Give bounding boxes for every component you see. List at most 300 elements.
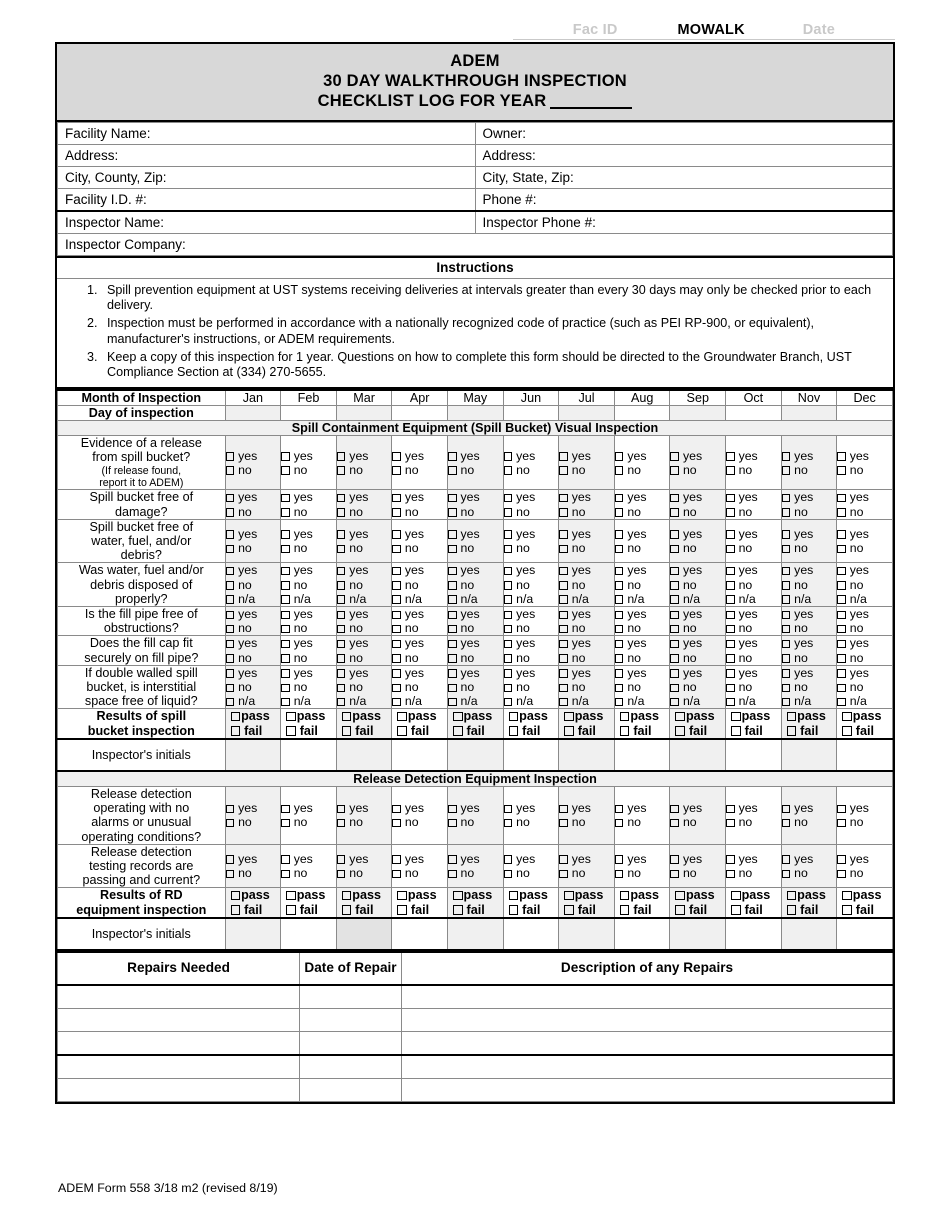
checkbox-cell[interactable] bbox=[336, 665, 392, 709]
checkbox-option-fail[interactable]: fail bbox=[453, 903, 503, 917]
checkbox-icon[interactable] bbox=[392, 669, 401, 678]
checkbox-option-yes[interactable]: yes bbox=[837, 563, 892, 577]
checkbox-cell[interactable] bbox=[448, 519, 504, 563]
checkbox-option-no[interactable]: no bbox=[392, 621, 447, 635]
checkbox-option-no[interactable]: no bbox=[837, 680, 892, 694]
checkbox-option-n-a[interactable]: n/a bbox=[448, 592, 503, 606]
checkbox-cell[interactable] bbox=[614, 665, 670, 709]
checkbox-icon[interactable] bbox=[782, 855, 791, 864]
checkbox-option-pass[interactable]: pass bbox=[286, 888, 336, 902]
checkbox-icon[interactable] bbox=[782, 567, 791, 576]
checkbox-icon[interactable] bbox=[397, 726, 407, 736]
checkbox-option-yes[interactable]: yes bbox=[559, 666, 614, 680]
checkbox-option-no[interactable]: no bbox=[226, 463, 281, 477]
checkbox-icon[interactable] bbox=[670, 508, 679, 517]
checkbox-icon[interactable] bbox=[782, 870, 791, 879]
checkbox-option-yes[interactable]: yes bbox=[559, 490, 614, 504]
checkbox-option-no[interactable]: no bbox=[392, 463, 447, 477]
checkbox-option-yes[interactable]: yes bbox=[837, 490, 892, 504]
checkbox-icon[interactable] bbox=[337, 581, 346, 590]
checkbox-icon[interactable] bbox=[559, 640, 568, 649]
checkbox-icon[interactable] bbox=[787, 891, 797, 901]
inspector-initials-cell[interactable] bbox=[448, 739, 504, 771]
inspector-initials-cell[interactable] bbox=[559, 918, 615, 950]
checkbox-icon[interactable] bbox=[337, 545, 346, 554]
checkbox-icon[interactable] bbox=[453, 712, 463, 722]
checkbox-icon[interactable] bbox=[392, 595, 401, 604]
checkbox-option-n-a[interactable]: n/a bbox=[337, 592, 392, 606]
checkbox-option-no[interactable]: no bbox=[837, 651, 892, 665]
checkbox-icon[interactable] bbox=[448, 595, 457, 604]
inspector-initials-cell[interactable] bbox=[559, 739, 615, 771]
checkbox-cell[interactable] bbox=[448, 709, 504, 739]
checkbox-option-no[interactable]: no bbox=[337, 680, 392, 694]
checkbox-icon[interactable] bbox=[226, 870, 235, 879]
checkbox-option-no[interactable]: no bbox=[670, 815, 725, 829]
checkbox-option-pass[interactable]: pass bbox=[453, 709, 503, 723]
checkbox-option-yes[interactable]: yes bbox=[392, 527, 447, 541]
checkbox-option-yes[interactable]: yes bbox=[782, 449, 837, 463]
checkbox-icon[interactable] bbox=[615, 870, 624, 879]
checkbox-option-no[interactable]: no bbox=[726, 505, 781, 519]
checkbox-option-no[interactable]: no bbox=[670, 866, 725, 880]
checkbox-option-yes[interactable]: yes bbox=[226, 636, 281, 650]
checkbox-icon[interactable] bbox=[281, 567, 290, 576]
checkbox-cell[interactable] bbox=[614, 490, 670, 519]
checkbox-option-yes[interactable]: yes bbox=[392, 563, 447, 577]
checkbox-option-yes[interactable]: yes bbox=[559, 527, 614, 541]
checkbox-icon[interactable] bbox=[337, 654, 346, 663]
checkbox-icon[interactable] bbox=[392, 466, 401, 475]
checkbox-cell[interactable] bbox=[559, 636, 615, 665]
checkbox-icon[interactable] bbox=[226, 494, 235, 503]
checkbox-icon[interactable] bbox=[837, 452, 846, 461]
checkbox-cell[interactable] bbox=[392, 636, 448, 665]
checkbox-option-yes[interactable]: yes bbox=[448, 801, 503, 815]
checkbox-option-no[interactable]: no bbox=[392, 815, 447, 829]
checkbox-option-yes[interactable]: yes bbox=[670, 449, 725, 463]
checkbox-icon[interactable] bbox=[453, 726, 463, 736]
checkbox-icon[interactable] bbox=[837, 466, 846, 475]
checkbox-option-yes[interactable]: yes bbox=[392, 636, 447, 650]
checkbox-icon[interactable] bbox=[615, 669, 624, 678]
checkbox-icon[interactable] bbox=[726, 494, 735, 503]
checkbox-option-no[interactable]: no bbox=[448, 815, 503, 829]
checkbox-icon[interactable] bbox=[448, 545, 457, 554]
checkbox-icon[interactable] bbox=[226, 545, 235, 554]
repairs-cell[interactable] bbox=[300, 1008, 402, 1031]
checkbox-icon[interactable] bbox=[837, 640, 846, 649]
checkbox-option-yes[interactable]: yes bbox=[504, 666, 559, 680]
checkbox-cell[interactable] bbox=[559, 563, 615, 607]
checkbox-cell[interactable] bbox=[503, 786, 559, 844]
checkbox-icon[interactable] bbox=[281, 684, 290, 693]
checkbox-icon[interactable] bbox=[620, 905, 630, 915]
inspector-initials-cell[interactable] bbox=[726, 918, 782, 950]
checkbox-icon[interactable] bbox=[448, 508, 457, 517]
checkbox-option-no[interactable]: no bbox=[615, 621, 670, 635]
checkbox-option-no[interactable]: no bbox=[837, 815, 892, 829]
checkbox-option-n-a[interactable]: n/a bbox=[782, 694, 837, 708]
checkbox-icon[interactable] bbox=[670, 654, 679, 663]
checkbox-option-pass[interactable]: pass bbox=[620, 888, 670, 902]
checkbox-cell[interactable] bbox=[837, 607, 893, 636]
checkbox-option-pass[interactable]: pass bbox=[453, 888, 503, 902]
checkbox-option-yes[interactable]: yes bbox=[726, 563, 781, 577]
checkbox-icon[interactable] bbox=[782, 595, 791, 604]
checkbox-cell[interactable] bbox=[281, 490, 337, 519]
checkbox-icon[interactable] bbox=[842, 905, 852, 915]
checkbox-icon[interactable] bbox=[226, 698, 235, 707]
checkbox-icon[interactable] bbox=[397, 905, 407, 915]
checkbox-cell[interactable] bbox=[225, 786, 281, 844]
year-blank-field[interactable] bbox=[550, 107, 632, 109]
checkbox-option-no[interactable]: no bbox=[281, 578, 336, 592]
checkbox-option-yes[interactable]: yes bbox=[782, 852, 837, 866]
checkbox-icon[interactable] bbox=[448, 684, 457, 693]
checkbox-icon[interactable] bbox=[726, 567, 735, 576]
day-of-inspection-cell[interactable] bbox=[559, 406, 615, 421]
checkbox-option-pass[interactable]: pass bbox=[231, 888, 281, 902]
checkbox-option-no[interactable]: no bbox=[392, 651, 447, 665]
inspector-initials-cell[interactable] bbox=[781, 918, 837, 950]
checkbox-option-no[interactable]: no bbox=[392, 680, 447, 694]
checkbox-icon[interactable] bbox=[670, 855, 679, 864]
checkbox-option-no[interactable]: no bbox=[448, 463, 503, 477]
checkbox-option-fail[interactable]: fail bbox=[453, 724, 503, 738]
checkbox-cell[interactable] bbox=[225, 636, 281, 665]
checkbox-option-no[interactable]: no bbox=[559, 578, 614, 592]
checkbox-cell[interactable] bbox=[726, 490, 782, 519]
checkbox-icon[interactable] bbox=[392, 870, 401, 879]
checkbox-icon[interactable] bbox=[453, 905, 463, 915]
checkbox-cell[interactable] bbox=[448, 665, 504, 709]
checkbox-icon[interactable] bbox=[286, 891, 296, 901]
checkbox-option-no[interactable]: no bbox=[226, 578, 281, 592]
checkbox-icon[interactable] bbox=[504, 805, 513, 814]
checkbox-cell[interactable] bbox=[559, 709, 615, 739]
checkbox-icon[interactable] bbox=[337, 466, 346, 475]
checkbox-icon[interactable] bbox=[837, 625, 846, 634]
checkbox-icon[interactable] bbox=[226, 855, 235, 864]
checkbox-option-no[interactable]: no bbox=[782, 541, 837, 555]
checkbox-cell[interactable] bbox=[726, 786, 782, 844]
checkbox-icon[interactable] bbox=[337, 508, 346, 517]
checkbox-icon[interactable] bbox=[782, 640, 791, 649]
checkbox-option-no[interactable]: no bbox=[782, 463, 837, 477]
checkbox-option-yes[interactable]: yes bbox=[337, 449, 392, 463]
checkbox-cell[interactable] bbox=[559, 786, 615, 844]
checkbox-option-fail[interactable]: fail bbox=[675, 724, 725, 738]
repairs-cell[interactable] bbox=[58, 985, 300, 1009]
inspector-initials-cell[interactable] bbox=[670, 739, 726, 771]
checkbox-cell[interactable] bbox=[837, 888, 893, 918]
inspector-initials-cell[interactable] bbox=[392, 739, 448, 771]
checkbox-option-yes[interactable]: yes bbox=[726, 490, 781, 504]
checkbox-icon[interactable] bbox=[448, 494, 457, 503]
inspector-initials-cell[interactable] bbox=[837, 739, 893, 771]
checkbox-cell[interactable] bbox=[225, 436, 281, 490]
checkbox-option-no[interactable]: no bbox=[226, 651, 281, 665]
checkbox-icon[interactable] bbox=[342, 905, 352, 915]
repairs-cell[interactable] bbox=[58, 1078, 300, 1101]
checkbox-icon[interactable] bbox=[670, 805, 679, 814]
checkbox-icon[interactable] bbox=[342, 891, 352, 901]
checkbox-option-yes[interactable]: yes bbox=[559, 607, 614, 621]
checkbox-option-no[interactable]: no bbox=[837, 463, 892, 477]
checkbox-cell[interactable] bbox=[448, 888, 504, 918]
checkbox-option-pass[interactable]: pass bbox=[564, 888, 614, 902]
checkbox-icon[interactable] bbox=[670, 466, 679, 475]
checkbox-option-no[interactable]: no bbox=[281, 463, 336, 477]
checkbox-icon[interactable] bbox=[231, 712, 241, 722]
checkbox-option-yes[interactable]: yes bbox=[837, 801, 892, 815]
checkbox-option-fail[interactable]: fail bbox=[564, 724, 614, 738]
checkbox-option-fail[interactable]: fail bbox=[342, 724, 392, 738]
checkbox-icon[interactable] bbox=[504, 508, 513, 517]
checkbox-cell[interactable] bbox=[726, 636, 782, 665]
checkbox-icon[interactable] bbox=[782, 530, 791, 539]
checkbox-option-yes[interactable]: yes bbox=[226, 801, 281, 815]
checkbox-icon[interactable] bbox=[337, 595, 346, 604]
checkbox-icon[interactable] bbox=[226, 640, 235, 649]
checkbox-option-no[interactable]: no bbox=[559, 463, 614, 477]
checkbox-cell[interactable] bbox=[670, 888, 726, 918]
checkbox-icon[interactable] bbox=[675, 712, 685, 722]
day-of-inspection-cell[interactable] bbox=[670, 406, 726, 421]
checkbox-icon[interactable] bbox=[670, 625, 679, 634]
checkbox-option-fail[interactable]: fail bbox=[397, 724, 447, 738]
checkbox-icon[interactable] bbox=[559, 855, 568, 864]
checkbox-option-no[interactable]: no bbox=[281, 541, 336, 555]
checkbox-cell[interactable] bbox=[726, 607, 782, 636]
inspector-initials-cell[interactable] bbox=[670, 918, 726, 950]
day-of-inspection-cell[interactable] bbox=[392, 406, 448, 421]
checkbox-cell[interactable] bbox=[614, 519, 670, 563]
checkbox-icon[interactable] bbox=[337, 669, 346, 678]
checkbox-icon[interactable] bbox=[842, 726, 852, 736]
checkbox-icon[interactable] bbox=[509, 712, 519, 722]
checkbox-option-yes[interactable]: yes bbox=[281, 449, 336, 463]
checkbox-icon[interactable] bbox=[842, 891, 852, 901]
checkbox-icon[interactable] bbox=[226, 805, 235, 814]
checkbox-icon[interactable] bbox=[564, 905, 574, 915]
inspector-initials-cell[interactable] bbox=[225, 739, 281, 771]
checkbox-icon[interactable] bbox=[281, 640, 290, 649]
checkbox-icon[interactable] bbox=[231, 905, 241, 915]
checkbox-icon[interactable] bbox=[726, 452, 735, 461]
checkbox-cell[interactable] bbox=[336, 888, 392, 918]
checkbox-icon[interactable] bbox=[337, 494, 346, 503]
checkbox-cell[interactable] bbox=[392, 786, 448, 844]
checkbox-icon[interactable] bbox=[675, 891, 685, 901]
checkbox-icon[interactable] bbox=[509, 891, 519, 901]
inspector-initials-cell[interactable] bbox=[392, 918, 448, 950]
checkbox-option-no[interactable]: no bbox=[226, 680, 281, 694]
checkbox-option-yes[interactable]: yes bbox=[504, 636, 559, 650]
checkbox-cell[interactable] bbox=[225, 519, 281, 563]
checkbox-option-no[interactable]: no bbox=[504, 578, 559, 592]
checkbox-option-yes[interactable]: yes bbox=[504, 801, 559, 815]
checkbox-icon[interactable] bbox=[615, 452, 624, 461]
checkbox-option-yes[interactable]: yes bbox=[226, 527, 281, 541]
day-of-inspection-cell[interactable] bbox=[448, 406, 504, 421]
checkbox-icon[interactable] bbox=[504, 654, 513, 663]
checkbox-option-yes[interactable]: yes bbox=[281, 852, 336, 866]
checkbox-cell[interactable] bbox=[670, 563, 726, 607]
checkbox-icon[interactable] bbox=[837, 530, 846, 539]
checkbox-icon[interactable] bbox=[392, 684, 401, 693]
checkbox-cell[interactable] bbox=[781, 519, 837, 563]
checkbox-option-yes[interactable]: yes bbox=[615, 607, 670, 621]
inspector-initials-cell[interactable] bbox=[837, 918, 893, 950]
checkbox-icon[interactable] bbox=[726, 530, 735, 539]
checkbox-cell[interactable] bbox=[614, 563, 670, 607]
checkbox-cell[interactable] bbox=[837, 490, 893, 519]
checkbox-icon[interactable] bbox=[670, 545, 679, 554]
checkbox-option-yes[interactable]: yes bbox=[782, 801, 837, 815]
checkbox-icon[interactable] bbox=[731, 905, 741, 915]
checkbox-option-no[interactable]: no bbox=[504, 815, 559, 829]
checkbox-option-n-a[interactable]: n/a bbox=[392, 694, 447, 708]
inspector-initials-cell[interactable] bbox=[336, 739, 392, 771]
checkbox-icon[interactable] bbox=[504, 611, 513, 620]
checkbox-icon[interactable] bbox=[559, 625, 568, 634]
checkbox-icon[interactable] bbox=[731, 891, 741, 901]
checkbox-icon[interactable] bbox=[448, 625, 457, 634]
checkbox-icon[interactable] bbox=[281, 494, 290, 503]
inspector-initials-cell[interactable] bbox=[225, 918, 281, 950]
checkbox-icon[interactable] bbox=[559, 870, 568, 879]
checkbox-option-yes[interactable]: yes bbox=[337, 852, 392, 866]
checkbox-option-yes[interactable]: yes bbox=[670, 527, 725, 541]
checkbox-cell[interactable] bbox=[336, 844, 392, 888]
checkbox-cell[interactable] bbox=[837, 436, 893, 490]
checkbox-option-yes[interactable]: yes bbox=[670, 801, 725, 815]
checkbox-cell[interactable] bbox=[392, 519, 448, 563]
checkbox-cell[interactable] bbox=[559, 436, 615, 490]
checkbox-option-no[interactable]: no bbox=[337, 866, 392, 880]
day-of-inspection-cell[interactable] bbox=[336, 406, 392, 421]
checkbox-option-no[interactable]: no bbox=[670, 651, 725, 665]
checkbox-icon[interactable] bbox=[620, 712, 630, 722]
checkbox-option-no[interactable]: no bbox=[448, 541, 503, 555]
checkbox-option-no[interactable]: no bbox=[504, 505, 559, 519]
checkbox-cell[interactable] bbox=[336, 607, 392, 636]
checkbox-icon[interactable] bbox=[837, 855, 846, 864]
checkbox-icon[interactable] bbox=[726, 640, 735, 649]
checkbox-option-yes[interactable]: yes bbox=[559, 636, 614, 650]
checkbox-icon[interactable] bbox=[281, 819, 290, 828]
checkbox-icon[interactable] bbox=[782, 805, 791, 814]
checkbox-cell[interactable] bbox=[281, 519, 337, 563]
checkbox-option-yes[interactable]: yes bbox=[782, 490, 837, 504]
checkbox-option-yes[interactable]: yes bbox=[782, 607, 837, 621]
checkbox-icon[interactable] bbox=[615, 530, 624, 539]
checkbox-icon[interactable] bbox=[231, 726, 241, 736]
checkbox-cell[interactable] bbox=[614, 786, 670, 844]
checkbox-icon[interactable] bbox=[504, 466, 513, 475]
checkbox-option-yes[interactable]: yes bbox=[337, 636, 392, 650]
checkbox-option-yes[interactable]: yes bbox=[837, 527, 892, 541]
checkbox-cell[interactable] bbox=[281, 786, 337, 844]
checkbox-cell[interactable] bbox=[781, 563, 837, 607]
checkbox-icon[interactable] bbox=[615, 466, 624, 475]
checkbox-option-yes[interactable]: yes bbox=[448, 563, 503, 577]
checkbox-icon[interactable] bbox=[448, 466, 457, 475]
checkbox-icon[interactable] bbox=[615, 581, 624, 590]
checkbox-option-yes[interactable]: yes bbox=[448, 666, 503, 680]
checkbox-icon[interactable] bbox=[782, 466, 791, 475]
checkbox-icon[interactable] bbox=[615, 595, 624, 604]
checkbox-icon[interactable] bbox=[281, 545, 290, 554]
checkbox-cell[interactable] bbox=[614, 607, 670, 636]
checkbox-cell[interactable] bbox=[670, 786, 726, 844]
checkbox-icon[interactable] bbox=[670, 611, 679, 620]
checkbox-option-fail[interactable]: fail bbox=[342, 903, 392, 917]
checkbox-icon[interactable] bbox=[670, 530, 679, 539]
checkbox-cell[interactable] bbox=[281, 709, 337, 739]
checkbox-icon[interactable] bbox=[286, 905, 296, 915]
checkbox-icon[interactable] bbox=[504, 567, 513, 576]
checkbox-option-yes[interactable]: yes bbox=[726, 636, 781, 650]
checkbox-cell[interactable] bbox=[281, 563, 337, 607]
checkbox-cell[interactable] bbox=[781, 607, 837, 636]
checkbox-option-yes[interactable]: yes bbox=[670, 852, 725, 866]
checkbox-option-no[interactable]: no bbox=[726, 463, 781, 477]
checkbox-option-pass[interactable]: pass bbox=[286, 709, 336, 723]
repairs-cell[interactable] bbox=[402, 1008, 893, 1031]
checkbox-cell[interactable] bbox=[559, 490, 615, 519]
checkbox-option-no[interactable]: no bbox=[782, 505, 837, 519]
checkbox-icon[interactable] bbox=[782, 698, 791, 707]
checkbox-icon[interactable] bbox=[392, 581, 401, 590]
checkbox-icon[interactable] bbox=[448, 870, 457, 879]
checkbox-icon[interactable] bbox=[837, 684, 846, 693]
checkbox-option-fail[interactable]: fail bbox=[620, 903, 670, 917]
checkbox-icon[interactable] bbox=[559, 698, 568, 707]
checkbox-cell[interactable] bbox=[225, 607, 281, 636]
checkbox-cell[interactable] bbox=[392, 563, 448, 607]
checkbox-cell[interactable] bbox=[670, 665, 726, 709]
checkbox-icon[interactable] bbox=[337, 855, 346, 864]
checkbox-option-pass[interactable]: pass bbox=[787, 888, 837, 902]
checkbox-icon[interactable] bbox=[226, 452, 235, 461]
checkbox-option-no[interactable]: no bbox=[559, 505, 614, 519]
checkbox-icon[interactable] bbox=[226, 684, 235, 693]
checkbox-option-no[interactable]: no bbox=[615, 505, 670, 519]
checkbox-icon[interactable] bbox=[448, 611, 457, 620]
checkbox-cell[interactable] bbox=[781, 490, 837, 519]
checkbox-cell[interactable] bbox=[503, 636, 559, 665]
checkbox-cell[interactable] bbox=[837, 636, 893, 665]
checkbox-cell[interactable] bbox=[781, 436, 837, 490]
checkbox-option-no[interactable]: no bbox=[559, 651, 614, 665]
checkbox-icon[interactable] bbox=[726, 855, 735, 864]
checkbox-option-fail[interactable]: fail bbox=[231, 724, 281, 738]
checkbox-option-yes[interactable]: yes bbox=[392, 666, 447, 680]
checkbox-icon[interactable] bbox=[615, 654, 624, 663]
checkbox-icon[interactable] bbox=[670, 640, 679, 649]
checkbox-cell[interactable] bbox=[614, 888, 670, 918]
checkbox-option-yes[interactable]: yes bbox=[559, 852, 614, 866]
checkbox-option-n-a[interactable]: n/a bbox=[615, 694, 670, 708]
repairs-cell[interactable] bbox=[58, 1008, 300, 1031]
checkbox-icon[interactable] bbox=[726, 611, 735, 620]
checkbox-option-yes[interactable]: yes bbox=[448, 490, 503, 504]
checkbox-option-yes[interactable]: yes bbox=[337, 527, 392, 541]
checkbox-option-fail[interactable]: fail bbox=[842, 903, 892, 917]
